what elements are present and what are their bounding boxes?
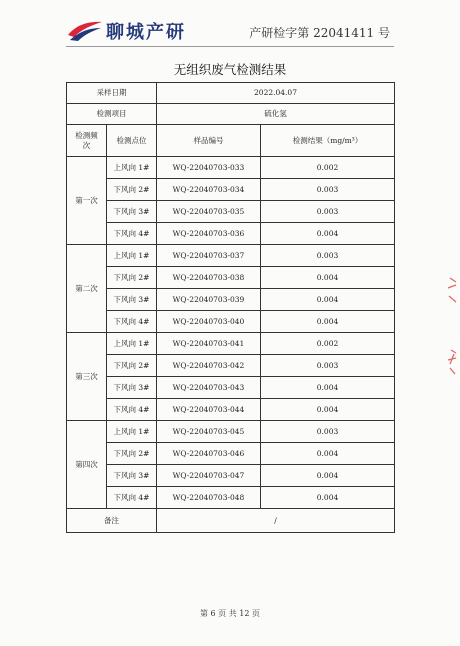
result-cell: 0.004 bbox=[261, 399, 395, 421]
result-cell: 0.003 bbox=[261, 421, 395, 443]
table-row bbox=[67, 311, 395, 333]
result-cell: 0.004 bbox=[261, 443, 395, 465]
remarks-row bbox=[67, 509, 395, 533]
sample-no-cell: WQ-22040703-033 bbox=[157, 157, 261, 179]
result-cell: 0.003 bbox=[261, 201, 395, 223]
sample-no-cell: WQ-22040703-037 bbox=[157, 245, 261, 267]
document-title: 无组织废气检测结果 bbox=[173, 62, 287, 77]
col-header-frequency: 检测频次 bbox=[67, 125, 107, 157]
table-row bbox=[67, 289, 395, 311]
sample-no-cell: WQ-22040703-048 bbox=[157, 487, 261, 509]
sample-no-cell: WQ-22040703-042 bbox=[157, 355, 261, 377]
table-row bbox=[67, 487, 395, 509]
result-cell: 0.003 bbox=[261, 179, 395, 201]
test-item-row bbox=[67, 104, 395, 125]
test-item-value: 硫化氢 bbox=[157, 104, 395, 125]
sample-no-cell: WQ-22040703-035 bbox=[157, 201, 261, 223]
sample-no-cell: WQ-22040703-036 bbox=[157, 223, 261, 245]
table-row bbox=[67, 201, 395, 223]
sample-no-cell: WQ-22040703-045 bbox=[157, 421, 261, 443]
table-row bbox=[67, 443, 395, 465]
sampling-date-value: 2022.04.07 bbox=[157, 83, 395, 104]
sample-no-cell: WQ-22040703-038 bbox=[157, 267, 261, 289]
frequency-cell: 第三次 bbox=[67, 333, 107, 421]
page-number: 第 6 页 共 12 页 bbox=[200, 609, 260, 618]
col-header-result: 检测结果（mg/m³） bbox=[261, 125, 395, 157]
table-row bbox=[67, 157, 395, 179]
frequency-cell: 第一次 bbox=[67, 157, 107, 245]
red-seal-fragment bbox=[444, 270, 460, 380]
col-header-sample-no: 样品编号 bbox=[157, 125, 261, 157]
table-row bbox=[67, 421, 395, 443]
results-table bbox=[66, 82, 395, 533]
sample-no-cell: WQ-22040703-034 bbox=[157, 179, 261, 201]
result-cell: 0.004 bbox=[261, 377, 395, 399]
table-row bbox=[67, 399, 395, 421]
column-header-row bbox=[67, 125, 395, 157]
company-logo-mark bbox=[66, 19, 104, 43]
point-cell: 下风向 3# bbox=[107, 465, 157, 487]
point-cell: 下风向 4# bbox=[107, 487, 157, 509]
company-logo bbox=[66, 18, 186, 44]
result-cell: 0.004 bbox=[261, 289, 395, 311]
point-cell: 下风向 4# bbox=[107, 223, 157, 245]
table-row bbox=[67, 377, 395, 399]
table-row bbox=[67, 179, 395, 201]
sampling-date-label: 采样日期 bbox=[67, 83, 157, 104]
result-cell: 0.004 bbox=[261, 311, 395, 333]
company-name: 聊城产研 bbox=[106, 22, 186, 43]
sample-no-cell: WQ-22040703-040 bbox=[157, 311, 261, 333]
point-cell: 上风向 1# bbox=[107, 333, 157, 355]
seal-stroke bbox=[448, 278, 456, 374]
result-cell: 0.004 bbox=[261, 465, 395, 487]
point-cell: 下风向 2# bbox=[107, 267, 157, 289]
point-cell: 下风向 3# bbox=[107, 377, 157, 399]
point-cell: 下风向 3# bbox=[107, 201, 157, 223]
result-cell: 0.004 bbox=[261, 223, 395, 245]
sample-no-cell: WQ-22040703-047 bbox=[157, 465, 261, 487]
result-cell: 0.003 bbox=[261, 245, 395, 267]
result-cell: 0.003 bbox=[261, 355, 395, 377]
point-cell: 上风向 1# bbox=[107, 245, 157, 267]
sample-no-cell: WQ-22040703-043 bbox=[157, 377, 261, 399]
result-cell: 0.004 bbox=[261, 267, 395, 289]
remarks-label: 备注 bbox=[67, 509, 157, 533]
test-item-label: 检测项目 bbox=[67, 104, 157, 125]
sample-no-cell: WQ-22040703-046 bbox=[157, 443, 261, 465]
result-cell: 0.002 bbox=[261, 333, 395, 355]
sample-no-cell: WQ-22040703-039 bbox=[157, 289, 261, 311]
header-divider bbox=[66, 46, 394, 47]
report-number: 产研检字第 22041411 号 bbox=[249, 26, 390, 40]
remarks-value: / bbox=[157, 509, 395, 533]
result-cell: 0.002 bbox=[261, 157, 395, 179]
table-row bbox=[67, 223, 395, 245]
point-cell: 下风向 4# bbox=[107, 399, 157, 421]
table-row bbox=[67, 245, 395, 267]
table-row bbox=[67, 355, 395, 377]
table-row bbox=[67, 465, 395, 487]
frequency-cell: 第四次 bbox=[67, 421, 107, 509]
point-cell: 下风向 2# bbox=[107, 179, 157, 201]
sample-no-cell: WQ-22040703-044 bbox=[157, 399, 261, 421]
sample-no-cell: WQ-22040703-041 bbox=[157, 333, 261, 355]
col-header-point: 检测点位 bbox=[107, 125, 157, 157]
point-cell: 上风向 1# bbox=[107, 421, 157, 443]
result-cell: 0.004 bbox=[261, 487, 395, 509]
table-row bbox=[67, 333, 395, 355]
point-cell: 下风向 2# bbox=[107, 355, 157, 377]
point-cell: 上风向 1# bbox=[107, 157, 157, 179]
frequency-cell: 第二次 bbox=[67, 245, 107, 333]
point-cell: 下风向 4# bbox=[107, 311, 157, 333]
table-row bbox=[67, 267, 395, 289]
point-cell: 下风向 3# bbox=[107, 289, 157, 311]
point-cell: 下风向 2# bbox=[107, 443, 157, 465]
sampling-date-row bbox=[67, 83, 395, 104]
